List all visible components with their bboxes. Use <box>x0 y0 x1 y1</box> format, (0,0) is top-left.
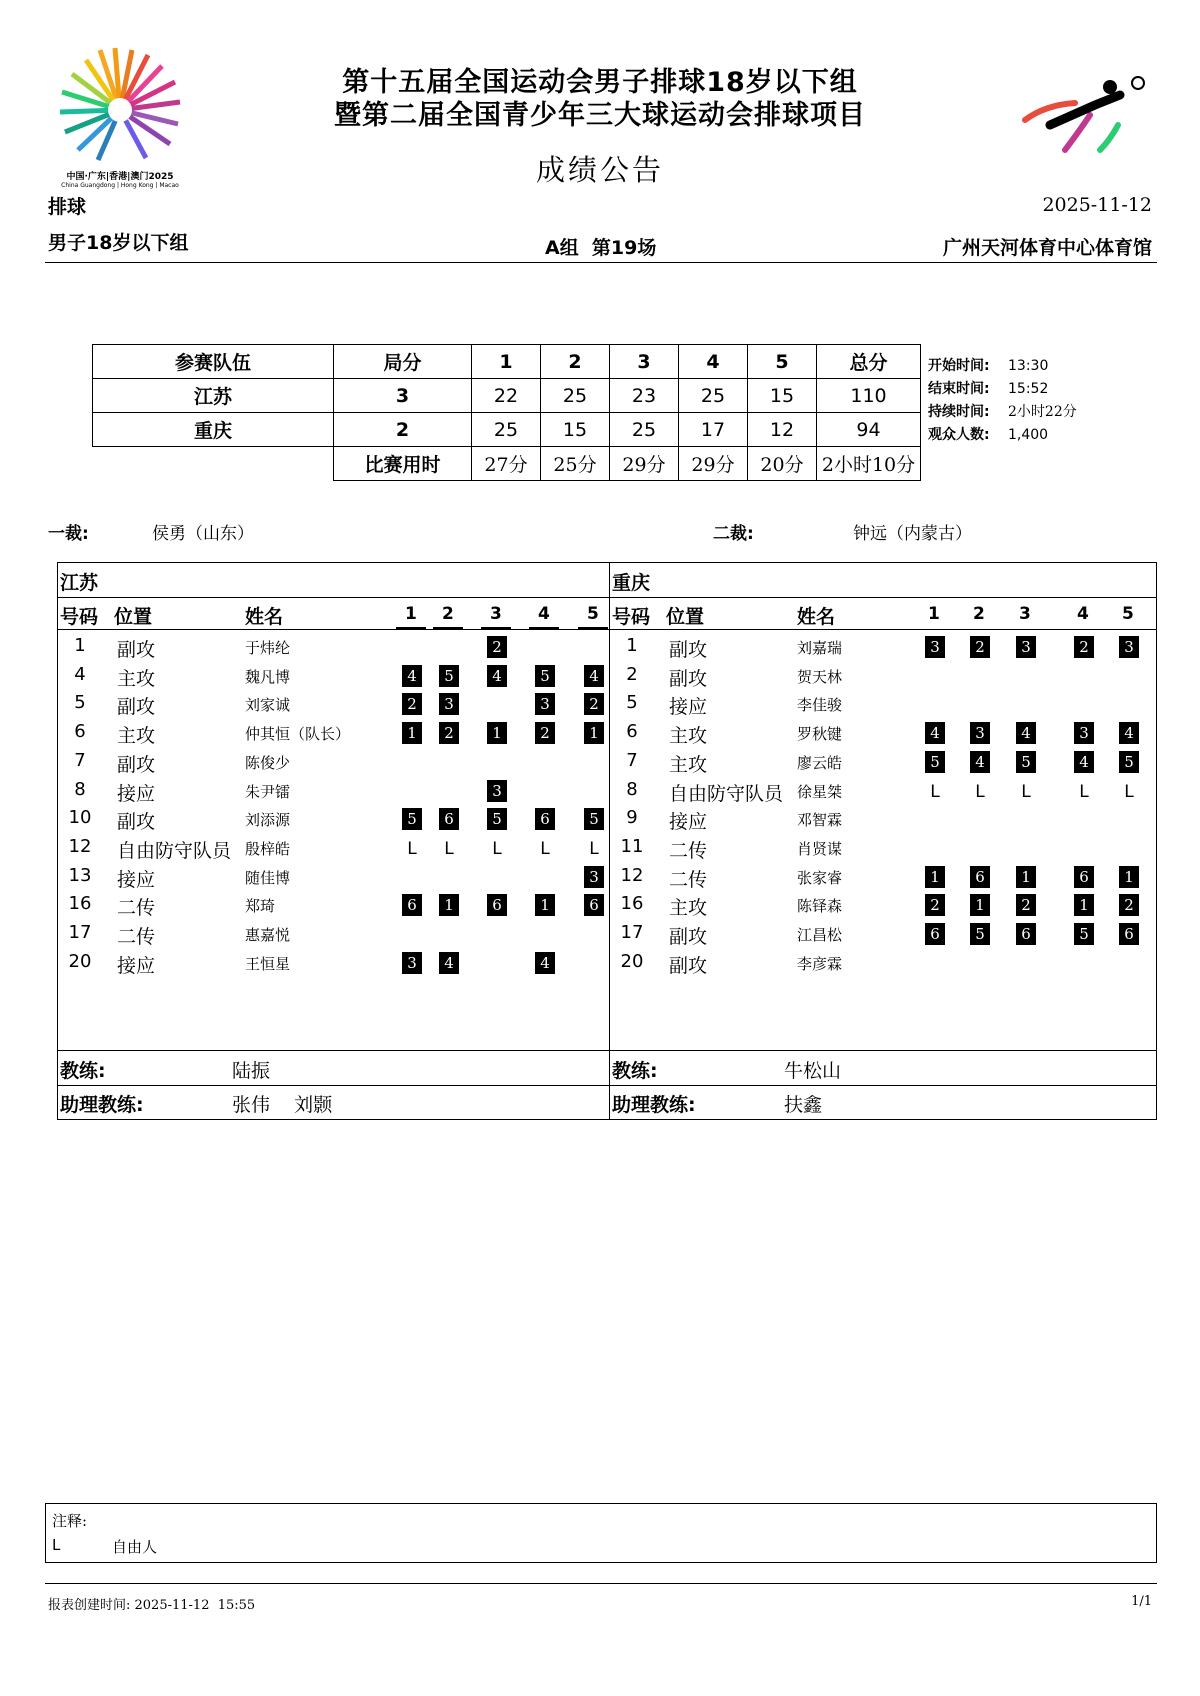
header-set-underline <box>529 627 559 629</box>
starting-position-box: 4 <box>1119 722 1139 744</box>
logo-text-en: China Guangdong | Hong Kong | Macao <box>61 182 179 189</box>
starting-position-box: 6 <box>535 808 555 830</box>
player-position: 接应 <box>117 954 156 977</box>
player-name: 于炜纶 <box>245 639 291 657</box>
starting-position-box: 4 <box>584 665 604 687</box>
score-duration-row <box>93 447 921 481</box>
end-time: 15:52 <box>1008 381 1049 397</box>
logo-text-cn: 中国·广东|香港|澳门2025 <box>66 172 174 182</box>
player-number: 6 <box>74 721 86 743</box>
starting-position-box: 5 <box>584 808 604 830</box>
player-name: 刘家诚 <box>245 696 291 715</box>
notes-key: L <box>52 1536 61 1554</box>
player-number: 1 <box>74 635 86 656</box>
score-header-total: 总分 <box>817 345 921 379</box>
starting-position-box: 6 <box>1016 923 1036 945</box>
player-position: 主攻 <box>669 753 708 776</box>
score-sets-won: 2 <box>334 413 472 447</box>
player-number: 2 <box>626 663 638 685</box>
player-name: 陈铎森 <box>797 897 843 916</box>
starting-position-box: 4 <box>487 665 507 687</box>
starting-position-box: 2 <box>439 722 459 744</box>
player-name: 邓智霖 <box>797 811 843 830</box>
starting-position-box: 6 <box>1119 923 1139 945</box>
assistant-label: 助理教练: <box>60 1094 144 1116</box>
player-name: 陈俊少 <box>245 753 291 772</box>
header-name: 姓名 <box>245 606 284 628</box>
first-referee <box>48 519 89 544</box>
team-name: 重庆 <box>612 572 651 594</box>
header-set-4: 4 <box>1077 604 1089 624</box>
score-header-sets: 局分 <box>334 345 472 379</box>
score-team-name: 江苏 <box>93 379 334 413</box>
player-position: 接应 <box>669 696 708 719</box>
header-set-4: 4 <box>538 604 550 624</box>
libero-marker: L <box>492 838 502 859</box>
score-set-points: 22 <box>472 379 541 413</box>
player-name: 随佳博 <box>245 868 291 887</box>
assistant-label: 助理教练: <box>612 1094 696 1116</box>
starting-position-box: 2 <box>487 636 507 658</box>
coach-name: 牛松山 <box>784 1060 842 1082</box>
starting-position-box: 4 <box>1016 722 1036 744</box>
header-set-5: 5 <box>1122 604 1134 624</box>
first-referee-name: 侯勇（山东） <box>152 524 254 544</box>
score-header-set-5: 5 <box>748 345 817 379</box>
starting-position-box: 4 <box>1074 751 1094 773</box>
libero-marker: L <box>540 838 550 859</box>
starting-position-box: 6 <box>925 923 945 945</box>
audience-label: 观众人数: <box>928 427 990 443</box>
header-name: 姓名 <box>797 606 836 628</box>
score-set-points: 15 <box>541 413 610 447</box>
header-set-3: 3 <box>490 604 502 624</box>
starting-position-box: 3 <box>925 636 945 658</box>
header-set-2: 2 <box>973 604 985 624</box>
coach-team-2 <box>612 1056 842 1083</box>
player-number: 5 <box>626 692 638 714</box>
header-rule <box>45 262 1157 263</box>
page-number: 1/1 <box>1131 1594 1152 1609</box>
player-number: 20 <box>68 950 92 972</box>
starting-position-box: 5 <box>402 808 422 830</box>
player-position: 接应 <box>669 811 708 834</box>
libero-marker: L <box>1021 781 1031 802</box>
starting-position-box: 4 <box>402 665 422 687</box>
player-position: 自由防守队员 <box>117 839 232 862</box>
category-label: 男子18岁以下组 <box>48 232 189 254</box>
player-number: 17 <box>620 922 644 943</box>
player-position: 二传 <box>117 897 156 920</box>
player-number: 12 <box>68 835 92 857</box>
duration: 2小时22分 <box>1008 404 1077 420</box>
player-number: 9 <box>626 807 638 829</box>
player-name: 刘添源 <box>245 811 291 830</box>
match-date: 2025-11-12 <box>1042 194 1152 216</box>
starting-position-box: 3 <box>584 866 604 888</box>
match-label: A组 第19场 <box>545 237 657 259</box>
score-set-points: 25 <box>472 413 541 447</box>
starting-position-box: 6 <box>970 866 990 888</box>
starting-position-box: 4 <box>970 751 990 773</box>
header-set-5: 5 <box>587 604 599 624</box>
player-name: 刘嘉瑞 <box>797 639 843 657</box>
player-name: 李佳骏 <box>797 696 843 715</box>
score-sets-won: 3 <box>334 379 472 413</box>
player-name: 徐星桀 <box>797 782 843 801</box>
title-line-1: 第十五届全国运动会男子排球18岁以下组 <box>342 67 858 98</box>
player-name: 魏凡博 <box>245 667 291 686</box>
player-position: 二传 <box>117 926 156 948</box>
report-created: 报表创建时间: 2025-11-12 15:55 <box>48 1598 256 1613</box>
volleyball-pictogram-icon <box>1020 75 1150 160</box>
libero-marker: L <box>930 781 940 802</box>
player-number: 6 <box>626 721 638 743</box>
starting-position-box: 2 <box>1119 894 1139 916</box>
score-table <box>92 344 921 481</box>
header-number: 号码 <box>612 606 651 628</box>
starting-position-box: 5 <box>1016 751 1036 773</box>
starting-position-box: 5 <box>1074 923 1094 945</box>
starting-position-box: 2 <box>1074 636 1094 658</box>
player-name: 罗秋键 <box>797 725 843 744</box>
match-info <box>928 355 1077 447</box>
score-set-points: 23 <box>610 379 679 413</box>
header-set-underline <box>396 627 426 629</box>
title-line-2: 暨第二届全国青少年三大球运动会排球项目 <box>334 100 866 131</box>
score-header-set-4: 4 <box>679 345 748 379</box>
roster-divider <box>609 562 610 1120</box>
duration-label: 比赛用时 <box>334 447 472 481</box>
player-position: 副攻 <box>117 696 156 719</box>
starting-position-box: 2 <box>925 894 945 916</box>
libero-marker: L <box>1124 781 1134 802</box>
header-set-2: 2 <box>442 604 454 624</box>
starting-position-box: 4 <box>535 952 555 974</box>
player-position: 二传 <box>669 868 708 891</box>
libero-marker: L <box>589 838 599 859</box>
starting-position-box: 1 <box>970 894 990 916</box>
player-name: 贺天林 <box>797 667 843 686</box>
set-duration: 29分 <box>679 447 748 481</box>
header-number: 号码 <box>60 606 99 628</box>
score-team-name: 重庆 <box>93 413 334 447</box>
second-referee <box>713 519 754 544</box>
player-position: 副攻 <box>117 811 156 834</box>
starting-position-box: 1 <box>402 722 422 744</box>
libero-marker: L <box>1079 781 1089 802</box>
player-name: 郑琦 <box>245 897 276 916</box>
score-set-points: 25 <box>679 379 748 413</box>
player-number: 7 <box>74 749 86 771</box>
header-set-underline <box>481 627 511 629</box>
starting-position-box: 1 <box>1119 866 1139 888</box>
notes-label: 注释: <box>52 1512 88 1530</box>
starting-position-box: 3 <box>1016 636 1036 658</box>
starting-position-box: 3 <box>1119 636 1139 658</box>
player-number: 8 <box>74 778 86 800</box>
team-name: 江苏 <box>60 572 99 594</box>
starting-position-box: 6 <box>402 894 422 916</box>
footer-rule <box>45 1583 1157 1584</box>
player-position: 副攻 <box>669 639 708 661</box>
player-number: 16 <box>68 893 92 915</box>
starting-position-box: 3 <box>535 693 555 715</box>
assistant-names: 扶鑫 <box>784 1094 823 1116</box>
score-row-team-2 <box>93 413 921 447</box>
starting-position-box: 2 <box>402 693 422 715</box>
player-position: 主攻 <box>669 725 708 748</box>
start-time: 13:30 <box>1008 358 1049 374</box>
starting-position-box: 1 <box>439 894 459 916</box>
header-set-underline <box>433 627 463 629</box>
player-position: 主攻 <box>669 897 708 920</box>
assistant-names: 张伟 刘颢 <box>232 1094 333 1116</box>
player-number: 1 <box>626 635 638 656</box>
notes-box <box>45 1503 1157 1563</box>
score-set-points: 17 <box>679 413 748 447</box>
player-position: 副攻 <box>117 753 156 776</box>
starting-position-box: 1 <box>584 722 604 744</box>
set-duration: 29分 <box>610 447 679 481</box>
player-name: 仲其恒（队长） <box>245 725 351 744</box>
header-set-underline <box>578 627 608 629</box>
score-total: 94 <box>817 413 921 447</box>
player-name: 肖贤谋 <box>797 839 843 858</box>
player-number: 4 <box>74 663 86 685</box>
starting-position-box: 4 <box>439 952 459 974</box>
player-position: 副攻 <box>117 639 156 661</box>
player-name: 王恒星 <box>245 954 291 973</box>
player-position: 接应 <box>117 868 156 891</box>
header-set-3: 3 <box>1019 604 1031 624</box>
player-number: 12 <box>620 864 644 886</box>
starting-position-box: 3 <box>402 952 422 974</box>
player-number: 8 <box>626 778 638 800</box>
player-position: 自由防守队员 <box>669 782 784 805</box>
header-position: 位置 <box>666 606 705 628</box>
starting-position-box: 5 <box>1119 751 1139 773</box>
set-duration: 25分 <box>541 447 610 481</box>
player-position: 副攻 <box>669 926 708 948</box>
starting-position-box: 2 <box>535 722 555 744</box>
set-duration: 20分 <box>748 447 817 481</box>
player-name: 江昌松 <box>797 926 843 944</box>
starting-position-box: 6 <box>439 808 459 830</box>
notes-meaning: 自由人 <box>112 1538 158 1556</box>
player-number: 17 <box>68 922 92 943</box>
player-number: 13 <box>68 864 92 886</box>
player-position: 副攻 <box>669 667 708 690</box>
score-set-points: 12 <box>748 413 817 447</box>
venue-label: 广州天河体育中心体育馆 <box>942 237 1152 259</box>
libero-marker: L <box>444 838 454 859</box>
starting-position-box: 5 <box>925 751 945 773</box>
starting-position-box: 3 <box>1074 722 1094 744</box>
coach-label: 教练: <box>612 1060 658 1082</box>
assistant-team-1 <box>60 1090 333 1117</box>
starting-position-box: 3 <box>487 780 507 802</box>
audience: 1,400 <box>1008 427 1049 443</box>
starting-position-box: 1 <box>1016 866 1036 888</box>
coach-label: 教练: <box>60 1060 106 1082</box>
starting-position-box: 5 <box>439 665 459 687</box>
player-name: 朱尹镭 <box>245 782 291 801</box>
starting-position-box: 1 <box>1074 894 1094 916</box>
player-number: 20 <box>620 950 644 972</box>
score-header-set-2: 2 <box>541 345 610 379</box>
player-position: 主攻 <box>117 725 156 748</box>
end-time-label: 结束时间: <box>928 381 990 397</box>
score-header-set-3: 3 <box>610 345 679 379</box>
starting-position-box: 2 <box>970 636 990 658</box>
second-referee-label: 二裁: <box>713 524 754 544</box>
duration-label: 持续时间: <box>928 404 990 420</box>
player-position: 接应 <box>117 782 156 805</box>
coach-name: 陆振 <box>232 1060 271 1082</box>
player-number: 16 <box>620 893 644 915</box>
score-set-points: 25 <box>541 379 610 413</box>
player-number: 11 <box>620 835 644 857</box>
libero-marker: L <box>407 838 417 859</box>
libero-marker: L <box>975 781 985 802</box>
starting-position-box: 3 <box>970 722 990 744</box>
starting-position-box: 1 <box>487 722 507 744</box>
starting-position-box: 3 <box>439 693 459 715</box>
header-set-1: 1 <box>405 604 417 624</box>
player-name: 廖云皓 <box>797 753 843 772</box>
total-duration: 2小时10分 <box>817 447 921 481</box>
player-name: 殷梓皓 <box>245 839 291 858</box>
player-number: 7 <box>626 749 638 771</box>
sport-label: 排球 <box>48 196 87 218</box>
player-position: 二传 <box>669 839 708 862</box>
score-set-points: 25 <box>610 413 679 447</box>
header-position: 位置 <box>114 606 153 628</box>
player-number: 5 <box>74 692 86 714</box>
score-header-set-1: 1 <box>472 345 541 379</box>
starting-position-box: 5 <box>487 808 507 830</box>
starting-position-box: 5 <box>535 665 555 687</box>
second-referee-name: 钟远（内蒙古） <box>853 524 972 544</box>
score-total: 110 <box>817 379 921 413</box>
score-set-points: 15 <box>748 379 817 413</box>
player-name: 张家睿 <box>797 868 843 887</box>
starting-position-box: 6 <box>487 894 507 916</box>
starting-position-box: 4 <box>925 722 945 744</box>
set-duration: 27分 <box>472 447 541 481</box>
title-line-3: 成绩公告 <box>535 153 664 187</box>
player-position: 主攻 <box>117 667 156 690</box>
player-name: 惠嘉悦 <box>245 926 291 944</box>
score-header-team: 参赛队伍 <box>93 345 334 379</box>
coach-team-1 <box>60 1056 271 1083</box>
start-time-label: 开始时间: <box>928 358 990 374</box>
starting-position-box: 5 <box>970 923 990 945</box>
player-position: 副攻 <box>669 954 708 977</box>
first-referee-label: 一裁: <box>48 524 89 544</box>
assistant-team-2 <box>612 1090 823 1117</box>
starting-position-box: 1 <box>535 894 555 916</box>
starting-position-box: 1 <box>925 866 945 888</box>
starting-position-box: 2 <box>1016 894 1036 916</box>
score-row-team-1 <box>93 379 921 413</box>
starting-position-box: 6 <box>584 894 604 916</box>
starting-position-box: 6 <box>1074 866 1094 888</box>
header-set-1: 1 <box>928 604 940 624</box>
player-number: 10 <box>68 807 92 829</box>
starting-position-box: 2 <box>584 693 604 715</box>
player-name: 李彦霖 <box>797 954 843 973</box>
games-logo <box>50 40 190 190</box>
